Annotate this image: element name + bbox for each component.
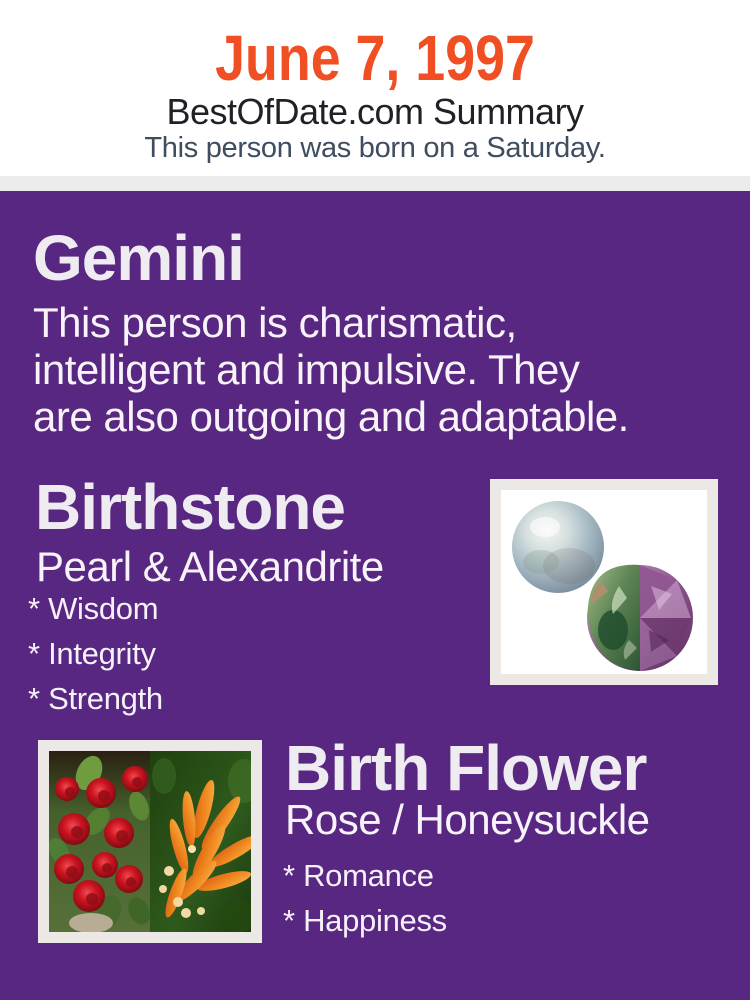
pearl-and-alexandrite-graphic bbox=[501, 490, 707, 674]
birth-flower-trait-list bbox=[283, 860, 447, 936]
birthstone-photo bbox=[490, 479, 718, 685]
birthstone-heading: Birthstone bbox=[35, 471, 345, 543]
honeysuckle-graphic bbox=[150, 751, 251, 932]
site-summary-title: BestOfDate.com Summary bbox=[166, 91, 584, 132]
zodiac-description bbox=[33, 299, 713, 440]
birthstone-trait: * Strength bbox=[28, 681, 163, 716]
birthstone-trait: * Integrity bbox=[28, 636, 156, 671]
pearl-graphic bbox=[512, 501, 604, 593]
birth-flower-trait: * Romance bbox=[283, 858, 434, 893]
zodiac-description-line: intelligent and impulsive. They bbox=[33, 346, 580, 393]
birth-flower-photo bbox=[38, 740, 262, 943]
page-title-date: June 7, 1997 bbox=[215, 22, 535, 94]
divider-bar bbox=[0, 176, 750, 191]
roses-graphic bbox=[49, 751, 154, 932]
roses-and-honeysuckle-graphic bbox=[49, 751, 251, 932]
birth-flower-trait: * Happiness bbox=[283, 903, 447, 938]
birthstone-trait-list bbox=[28, 593, 163, 714]
birthstone-trait: * Wisdom bbox=[28, 591, 159, 626]
alexandrite-graphic bbox=[587, 565, 693, 671]
zodiac-description-line: This person is charismatic, bbox=[33, 299, 517, 346]
birth-flower-names: Rose / Honeysuckle bbox=[285, 796, 650, 843]
zodiac-sign-heading: Gemini bbox=[33, 222, 244, 294]
birth-flower-heading: Birth Flower bbox=[285, 732, 647, 804]
born-day-line: This person was born on a Saturday. bbox=[144, 132, 606, 164]
zodiac-description-line: are also outgoing and adaptable. bbox=[33, 393, 629, 440]
birthstone-names: Pearl & Alexandrite bbox=[36, 543, 384, 590]
